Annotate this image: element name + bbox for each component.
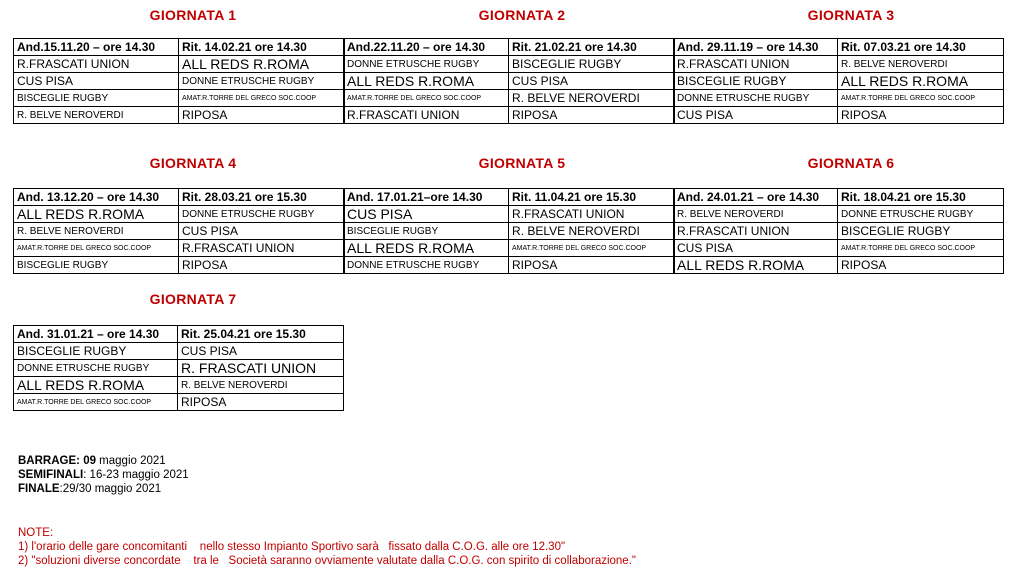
- table-row: [674, 56, 1004, 73]
- table-row: [674, 73, 1004, 90]
- home-team: R.FRASCATI UNION: [344, 107, 509, 124]
- table-header-row: [14, 326, 344, 343]
- andata-date: And.15.11.20 – ore 14.30: [14, 39, 179, 56]
- table-row: [344, 223, 675, 240]
- schedule-table-round-2: [343, 38, 675, 124]
- table-row: [14, 394, 344, 411]
- table-row: [14, 240, 345, 257]
- away-team: DONNE ETRUSCHE RUGBY: [179, 206, 345, 223]
- round-title-6: GIORNATA 6: [807, 155, 895, 171]
- away-team: AMAT.R.TORRE DEL GRECO SOC.COOP: [509, 240, 675, 257]
- ritorno-date: Rit. 25.04.21 ore 15.30: [178, 326, 344, 343]
- away-team: AMAT.R.TORRE DEL GRECO SOC.COOP: [838, 90, 1004, 107]
- table-row: [14, 343, 344, 360]
- table-row: [14, 90, 345, 107]
- away-team: CUS PISA: [509, 73, 675, 90]
- table-row: [14, 360, 344, 377]
- home-team: R.FRASCATI UNION: [14, 56, 179, 73]
- table-row: [14, 223, 345, 240]
- barrage-day: 09: [83, 455, 96, 467]
- table-header-row: [344, 39, 675, 56]
- table-row: [674, 107, 1004, 124]
- note-line-1: 1) l'orario delle gare concomitanti nello stesso Impianto Sportivo sarà fissato dalla C.O.G. alle ore 12.30": [18, 541, 566, 553]
- ritorno-date: Rit. 14.02.21 ore 14.30: [179, 39, 345, 56]
- home-team: ALL REDS R.ROMA: [14, 206, 179, 223]
- andata-date: And. 13.12.20 – ore 14.30: [14, 189, 179, 206]
- away-team: RIPOSA: [178, 394, 344, 411]
- away-team: R.FRASCATI UNION: [509, 206, 675, 223]
- finale-text: :29/30 maggio 2021: [59, 483, 162, 495]
- away-team: RIPOSA: [838, 107, 1004, 124]
- away-team: RIPOSA: [509, 107, 675, 124]
- home-team: CUS PISA: [344, 206, 509, 223]
- away-team: CUS PISA: [178, 343, 344, 360]
- home-team: DONNE ETRUSCHE RUGBY: [14, 360, 178, 377]
- home-team: DONNE ETRUSCHE RUGBY: [344, 257, 509, 274]
- round-title-5: GIORNATA 5: [478, 155, 566, 171]
- semifinali-text: : 16-23 maggio 2021: [83, 469, 189, 481]
- notes-title: NOTE:: [18, 527, 54, 539]
- home-team: ALL REDS R.ROMA: [344, 240, 509, 257]
- table-row: [674, 206, 1004, 223]
- home-team: DONNE ETRUSCHE RUGBY: [674, 90, 838, 107]
- away-team: DONNE ETRUSCHE RUGBY: [179, 73, 345, 90]
- table-header-row: [344, 189, 675, 206]
- away-team: R. BELVE NEROVERDI: [178, 377, 344, 394]
- note-line-2: 2) "soluzioni diverse concordate tra le Società saranno ovviamente valutate dalla C.O.G. con spirito di collaborazione.": [18, 555, 636, 567]
- home-team: BISCEGLIE RUGBY: [674, 73, 838, 90]
- home-team: AMAT.R.TORRE DEL GRECO SOC.COOP: [14, 240, 179, 257]
- ritorno-date: Rit. 11.04.21 ore 15.30: [509, 189, 675, 206]
- away-team: ALL REDS R.ROMA: [838, 73, 1004, 90]
- away-team: BISCEGLIE RUGBY: [838, 223, 1004, 240]
- schedule-table-round-4: [13, 188, 345, 274]
- finale-label: FINALE: [18, 483, 60, 495]
- away-team: R. BELVE NEROVERDI: [838, 56, 1004, 73]
- away-team: R. FRASCATI UNION: [178, 360, 344, 377]
- away-team: ALL REDS R.ROMA: [179, 56, 345, 73]
- home-team: CUS PISA: [674, 240, 838, 257]
- away-team: DONNE ETRUSCHE RUGBY: [838, 206, 1004, 223]
- table-row: [344, 240, 675, 257]
- table-row: [674, 90, 1004, 107]
- away-team: RIPOSA: [179, 107, 345, 124]
- home-team: ALL REDS R.ROMA: [344, 73, 509, 90]
- schedule-table-round-1: [13, 38, 345, 124]
- home-team: AMAT.R.TORRE DEL GRECO SOC.COOP: [344, 90, 509, 107]
- table-row: [14, 56, 345, 73]
- table-row: [14, 257, 345, 274]
- table-header-row: [674, 189, 1004, 206]
- table-row: [344, 73, 675, 90]
- table-row: [344, 90, 675, 107]
- andata-date: And.22.11.20 – ore 14.30: [344, 39, 509, 56]
- table-row: [674, 257, 1004, 274]
- table-header-row: [674, 39, 1004, 56]
- ritorno-date: Rit. 28.03.21 ore 15.30: [179, 189, 345, 206]
- andata-date: And. 17.01.21–ore 14.30: [344, 189, 509, 206]
- table-row: [344, 257, 675, 274]
- away-team: R.FRASCATI UNION: [179, 240, 345, 257]
- round-title-7: GIORNATA 7: [149, 291, 237, 307]
- home-team: R. BELVE NEROVERDI: [14, 107, 179, 124]
- home-team: R. BELVE NEROVERDI: [14, 223, 179, 240]
- barrage-label: BARRAGE:: [18, 455, 80, 467]
- schedule-table-round-3: [673, 38, 1004, 124]
- away-team: AMAT.R.TORRE DEL GRECO SOC.COOP: [838, 240, 1004, 257]
- table-row: [14, 107, 345, 124]
- table-row: [344, 107, 675, 124]
- table-header-row: [14, 189, 345, 206]
- table-row: [14, 73, 345, 90]
- barrage-rest: maggio 2021: [95, 455, 166, 467]
- away-team: RIPOSA: [838, 257, 1004, 274]
- home-team: R. BELVE NEROVERDI: [674, 206, 838, 223]
- schedule-table-round-5: [343, 188, 675, 274]
- home-team: R.FRASCATI UNION: [674, 223, 838, 240]
- finale-line: [18, 482, 161, 496]
- table-row: [344, 56, 675, 73]
- home-team: AMAT.R.TORRE DEL GRECO SOC.COOP: [14, 394, 178, 411]
- ritorno-date: Rit. 07.03.21 ore 14.30: [838, 39, 1004, 56]
- home-team: BISCEGLIE RUGBY: [344, 223, 509, 240]
- away-team: CUS PISA: [179, 223, 345, 240]
- schedule-table-round-7: [13, 325, 344, 411]
- andata-date: And. 24.01.21 – ore 14.30: [674, 189, 838, 206]
- away-team: RIPOSA: [509, 257, 675, 274]
- ritorno-date: Rit. 18.04.21 ore 15.30: [838, 189, 1004, 206]
- round-title-3: GIORNATA 3: [807, 7, 895, 23]
- home-team: CUS PISA: [14, 73, 179, 90]
- barrage-line: [18, 454, 166, 468]
- table-header-row: [14, 39, 345, 56]
- home-team: R.FRASCATI UNION: [674, 56, 838, 73]
- semifinali-line: [18, 468, 189, 482]
- schedule-table-round-6: [673, 188, 1004, 274]
- table-row: [344, 206, 675, 223]
- away-team: R. BELVE NEROVERDI: [509, 223, 675, 240]
- home-team: ALL REDS R.ROMA: [674, 257, 838, 274]
- away-team: R. BELVE NEROVERDI: [509, 90, 675, 107]
- away-team: RIPOSA: [179, 257, 345, 274]
- home-team: CUS PISA: [674, 107, 838, 124]
- andata-date: And. 31.01.21 – ore 14.30: [14, 326, 178, 343]
- round-title-1: GIORNATA 1: [149, 7, 237, 23]
- away-team: BISCEGLIE RUGBY: [509, 56, 675, 73]
- table-row: [674, 240, 1004, 257]
- round-title-2: GIORNATA 2: [478, 7, 566, 23]
- ritorno-date: Rit. 21.02.21 ore 14.30: [509, 39, 675, 56]
- home-team: BISCEGLIE RUGBY: [14, 257, 179, 274]
- table-row: [14, 206, 345, 223]
- home-team: DONNE ETRUSCHE RUGBY: [344, 56, 509, 73]
- table-row: [674, 223, 1004, 240]
- round-title-4: GIORNATA 4: [149, 155, 237, 171]
- table-row: [14, 377, 344, 394]
- home-team: BISCEGLIE RUGBY: [14, 343, 178, 360]
- home-team: BISCEGLIE RUGBY: [14, 90, 179, 107]
- andata-date: And. 29.11.19 – ore 14.30: [674, 39, 838, 56]
- away-team: AMAT.R.TORRE DEL GRECO SOC.COOP: [179, 90, 345, 107]
- semifinali-label: SEMIFINALI: [18, 469, 84, 481]
- home-team: ALL REDS R.ROMA: [14, 377, 178, 394]
